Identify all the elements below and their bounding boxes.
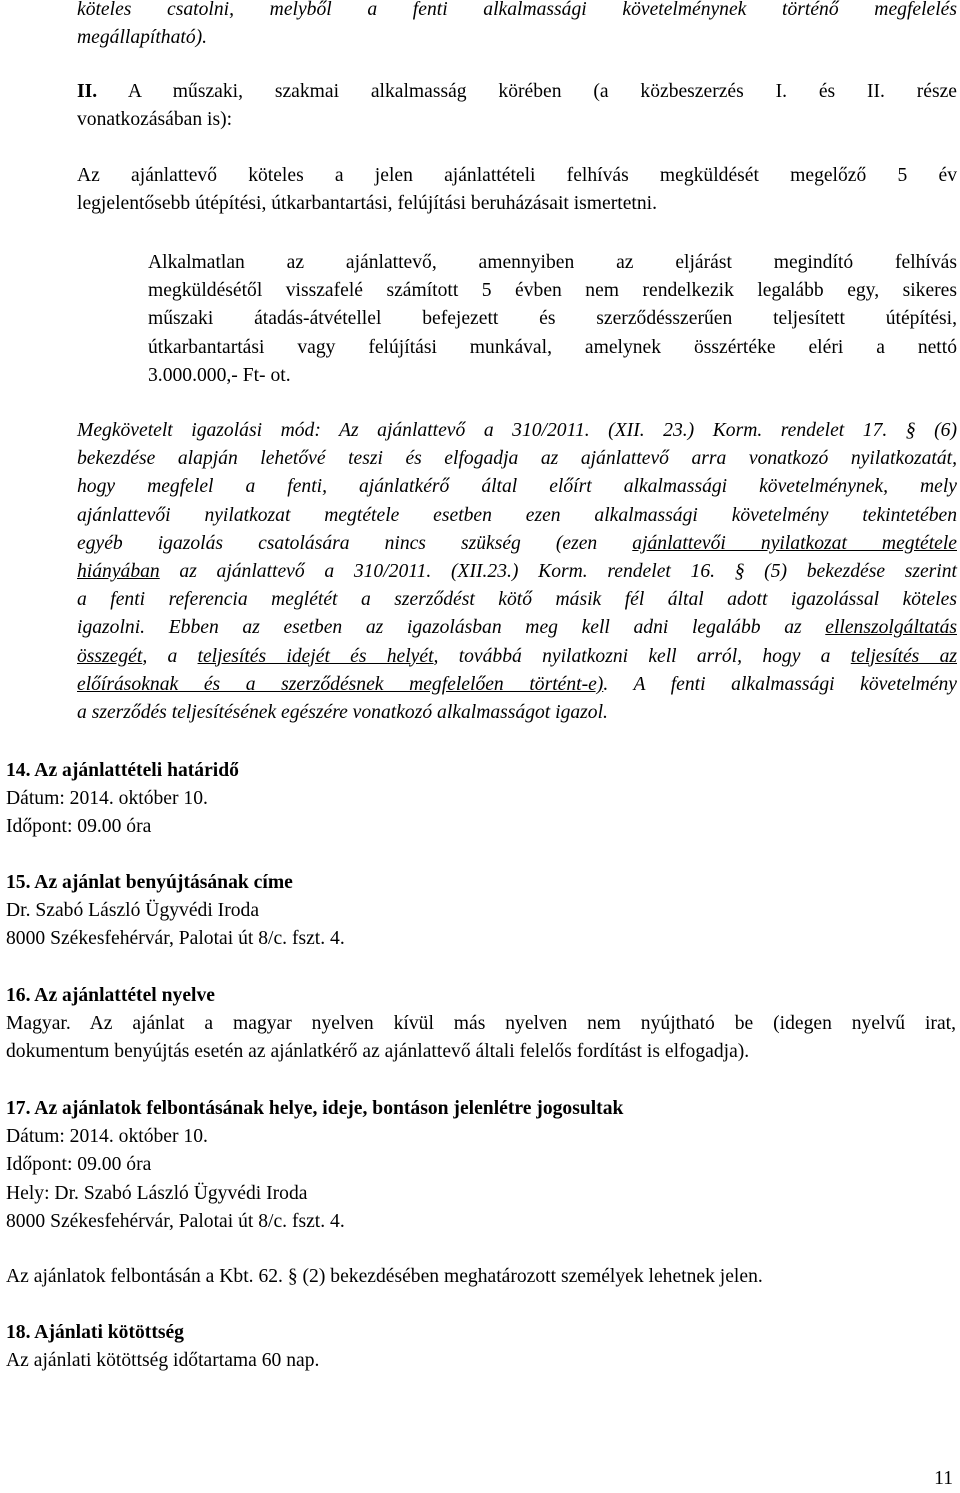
text-line: hogy megfelel a fenti, ajánlatkérő által előírt alkalmassági követelménynek, mely: [77, 476, 957, 498]
text-line: Alkalmatlan az ajánlattevő, amennyiben az eljárást megindító felhívás: [148, 252, 957, 273]
underlined-phrase: előírásoknak és a szerződésnek megfelelően történt-e): [77, 673, 604, 695]
deadline-date: Dátum: 2014. október 10.: [6, 788, 208, 810]
underlined-phrase: teljesítés az: [850, 645, 957, 667]
unfitness-paragraph: [148, 249, 957, 390]
underlined-phrase: összegét: [77, 645, 143, 667]
text-line: Az ajánlati kötöttség időtartama 60 nap.: [6, 1350, 320, 1372]
text-line: megállapítható).: [77, 27, 208, 49]
text-line: Az ajánlattevő köteles a jelen ajánlattételi felhívás megküldését megelőző 5 év: [77, 165, 957, 186]
text-line: ajánlattevői nyilatkozat megtétele esetben ezen alkalmassági követelmény tekintetében: [77, 504, 957, 526]
section-heading: 15. Az ajánlat benyújtásának címe: [6, 872, 293, 893]
text-line: legjelentősebb útépítési, útkarbantartási, felújítási beruházásait ismertetni.: [77, 193, 657, 215]
text-line: igazolni. Ebben az esetben az igazolásban meg kell adni legalább az ellenszolgáltatás: [77, 617, 957, 639]
page-number: 11: [934, 1468, 953, 1489]
text-line: bekezdése alapján lehetővé teszi és elfogadja az ajánlattevő arra vonatkozó nyilatkozatát,: [77, 448, 957, 470]
text-line: a szerződés teljesítésének egészére vonatkozó alkalmasságot igazol.: [77, 702, 608, 724]
text-line: köteles csatolni, melyből a fenti alkalmassági követelménynek történő megfelelés: [77, 0, 957, 20]
section-heading: 18. Ajánlati kötöttség: [6, 1322, 184, 1343]
requirement-paragraph: [77, 162, 957, 218]
opening-time: Időpont: 09.00 óra: [6, 1154, 152, 1176]
opening-address: 8000 Székesfehérvár, Palotai út 8/c. fszt. 4.: [6, 1210, 345, 1232]
opening-place: Hely: Dr. Szabó László Ügyvédi Iroda: [6, 1182, 308, 1204]
underlined-phrase: teljesítés idejét és helyét: [197, 645, 434, 667]
underlined-phrase: ellenszolgáltatás: [825, 617, 957, 639]
underlined-phrase: hiányában: [77, 561, 160, 583]
proof-method-paragraph: [77, 417, 957, 727]
section-number: II.: [77, 81, 98, 102]
text-line: 3.000.000,- Ft- ot.: [148, 364, 291, 386]
section-heading: 17. Az ajánlatok felbontásának helye, ideje, bontáson jelenlétre jogosultak: [6, 1098, 624, 1119]
text-line: megküldésétől visszafelé számított 5 évben nem rendelkezik legalább egy, sikeres: [148, 280, 957, 302]
underlined-phrase: ajánlattevői nyilatkozat megtétele: [632, 532, 957, 554]
text-line: dokumentum benyújtás esetén az ajánlatkérő az ajánlattevő általi felelős fordítást is elfogadja).: [6, 1041, 750, 1063]
text-line: vonatkozásában is):: [77, 109, 233, 131]
text-line: hiányában az ajánlattevő a 310/2011. (XII.23.) Korm. rendelet 16. § (5) bekezdése szerint: [77, 561, 957, 583]
office-name: Dr. Szabó László Ügyvédi Iroda: [6, 900, 260, 922]
text-line: Magyar. Az ajánlat a magyar nyelven kívül más nyelven nem nyújtható be (idegen nyelvű irat,: [6, 1013, 956, 1035]
intro-continuation: [77, 0, 957, 52]
section-14: [6, 757, 956, 842]
section-17: [6, 1095, 956, 1236]
deadline-time: Időpont: 09.00 óra: [6, 816, 152, 838]
section-15: [6, 869, 956, 954]
text-line: összegét, a teljesítés idejét és helyét, továbbá nyilatkozni kell arról, hogy a teljesítés az: [77, 645, 957, 667]
opening-date: Dátum: 2014. október 10.: [6, 1126, 208, 1148]
text-line: Megkövetelt igazolási mód: Az ajánlattevő a 310/2011. (XII. 23.) Korm. rendelet 17. § (6): [77, 420, 957, 441]
text-line: A műszaki, szakmai alkalmasság körében (a közbeszerzés I. és II. része: [97, 81, 957, 102]
text-line: Az ajánlatok felbontásán a Kbt. 62. § (2) bekezdésében meghatározott személyek lehetnek jelen.: [6, 1266, 763, 1287]
text-line: előírásoknak és a szerződésnek megfelelően történt-e). A fenti alkalmassági követelmény: [77, 673, 957, 695]
section-ii-heading: [77, 78, 957, 134]
section-18: [6, 1319, 956, 1375]
office-address: 8000 Székesfehérvár, Palotai út 8/c. fszt. 4.: [6, 928, 345, 950]
section-heading: 16. Az ajánlattétel nyelve: [6, 985, 215, 1006]
opening-note: [6, 1263, 956, 1291]
text-line: egyéb igazolás csatolására nincs szükség (ezen ajánlattevői nyilatkozat megtétele: [77, 532, 957, 554]
text-line: műszaki átadás-átvétellel befejezett és szerződésszerűen teljesített útépítési,: [148, 308, 957, 330]
section-heading: 14. Az ajánlattételi határidő: [6, 760, 239, 781]
text-line: útkarbantartási vagy felújítási munkával, amelynek összértéke eléri a nettó: [148, 336, 957, 358]
section-16: [6, 982, 956, 1067]
text-line: a fenti referencia meglétét a szerződést kötő másik fél által adott igazolással köteles: [77, 589, 957, 611]
